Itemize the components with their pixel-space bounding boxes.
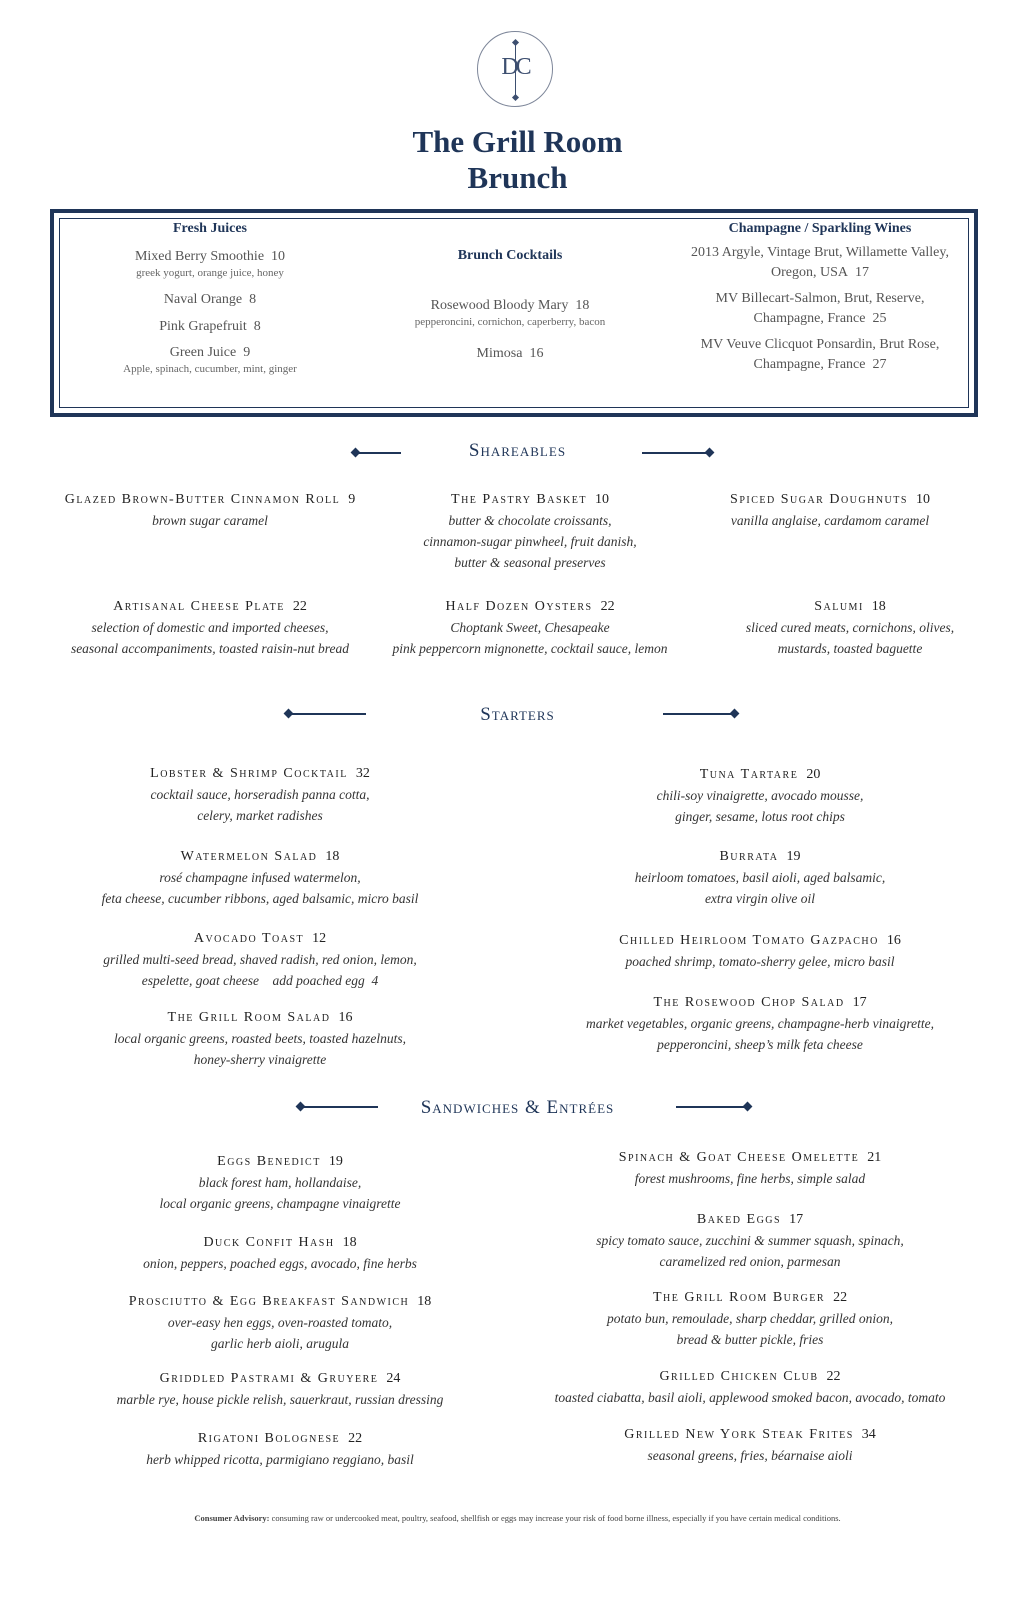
drink-name: Naval Orange [163, 292, 243, 307]
item-price: 19 [328, 1154, 343, 1169]
logo-letters: DC [501, 54, 529, 80]
item-desc: celery, market radishes [197, 808, 323, 823]
item-name: Rigatoni Bolognese [197, 1431, 341, 1446]
item-price: 18 [325, 849, 340, 864]
item-desc: caramelized red onion, parmesan [659, 1254, 841, 1269]
item-name: Lobster & Shrimp Cocktail [150, 766, 348, 781]
item-desc: butter & seasonal preserves [454, 555, 606, 570]
item-desc: rosé champagne infused watermelon, [159, 870, 361, 885]
fresh-juices-heading: Fresh Juices [172, 221, 247, 236]
section-rule-right [663, 713, 735, 715]
item-desc: cocktail sauce, horseradish panna cotta, [150, 787, 370, 802]
item-price: 10 [594, 492, 609, 507]
item-name: Grilled New York Steak Frites [624, 1427, 854, 1442]
item-name: The Rosewood Chop Salad [653, 995, 845, 1010]
drink-item [390, 296, 630, 329]
wine-item [670, 335, 970, 375]
menu-item [30, 490, 390, 531]
drink-desc: pepperoncini, cornichon, caperberry, bacon [414, 316, 606, 328]
section-rule-right [642, 452, 710, 454]
item-name: Eggs Benedict [217, 1154, 321, 1169]
item-desc: pepperoncini, sheep’s milk feta cheese [657, 1037, 863, 1052]
item-price: 16 [338, 1010, 353, 1025]
item-desc: cinnamon-sugar pinwheel, fruit danish, [423, 534, 637, 549]
item-desc: heirloom tomatoes, basil aioli, aged balsamic, [634, 870, 886, 885]
drinks-box [50, 209, 978, 417]
menu-item [550, 1425, 950, 1466]
item-name: The Grill Room Burger [652, 1290, 826, 1305]
item-desc: sliced cured meats, cornichons, olives, [745, 620, 955, 635]
item-desc: marble rye, house pickle relish, sauerkraut, russian dressing [116, 1392, 444, 1407]
menu-item [80, 1292, 480, 1354]
item-price: 22 [292, 599, 307, 614]
item-price: 34 [861, 1427, 876, 1442]
item-name: The Pastry Basket [451, 492, 587, 507]
item-price: 24 [386, 1371, 401, 1386]
drink-price: 8 [249, 292, 257, 307]
wine-price: 25 [872, 311, 887, 326]
item-name: Artisanal Cheese Plate [113, 599, 285, 614]
drink-desc: greek yogurt, orange juice, honey [136, 267, 284, 279]
drink-item [100, 343, 320, 376]
item-name: Glazed Brown-Butter Cinnamon Roll [64, 492, 341, 507]
item-price: 22 [833, 1290, 848, 1305]
item-price: 12 [312, 931, 327, 946]
wine-price: 27 [872, 357, 887, 372]
menu-item [550, 1288, 950, 1350]
menu-item [550, 1148, 950, 1189]
item-name: Spiced Sugar Doughnuts [730, 492, 908, 507]
wine-region: Oregon, USA [771, 265, 848, 280]
drink-price: 9 [243, 345, 251, 360]
item-price: 22 [600, 599, 615, 614]
item-name: Prosciutto & Egg Breakfast Sandwich [128, 1294, 410, 1309]
consumer-advisory-text: consuming raw or undercooked meat, poultry, seafood, shellfish or eggs may increase your risk of food borne illness, especially if you have certain medical conditions. [271, 1513, 841, 1523]
drink-name: Mimosa [476, 346, 523, 361]
item-desc: grilled multi-seed bread, shaved radish, red onion, lemon, [103, 952, 417, 967]
item-price: 16 [886, 933, 901, 948]
menu-item [360, 597, 700, 659]
menu-item [60, 1008, 460, 1070]
item-name: Salumi [814, 599, 864, 614]
item-desc: toasted ciabatta, basil aioli, applewood smoked bacon, avocado, tomato [554, 1390, 946, 1405]
item-price: 10 [915, 492, 930, 507]
item-desc: chili-soy vinaigrette, avocado mousse, [656, 788, 864, 803]
item-price: 18 [871, 599, 886, 614]
item-desc: over-easy hen eggs, oven-roasted tomato, [167, 1315, 393, 1330]
page-subtitle: Brunch [467, 160, 568, 195]
menu-item [560, 847, 960, 909]
item-desc: pink peppercorn mignonette, cocktail sauce, lemon [392, 641, 668, 656]
item-price: 32 [355, 766, 370, 781]
item-desc: forest mushrooms, fine herbs, simple salad [634, 1171, 866, 1186]
sparkling-wines-heading: Champagne / Sparkling Wines [728, 221, 912, 236]
item-desc: seasonal greens, fries, béarnaise aioli [647, 1448, 853, 1463]
menu-item [80, 1152, 480, 1214]
item-name: The Grill Room Salad [167, 1010, 331, 1025]
drink-price: 10 [271, 249, 286, 264]
item-price: 22 [348, 1431, 363, 1446]
fresh-juices-column [100, 219, 320, 376]
item-name: Duck Confit Hash [203, 1235, 335, 1250]
wine-name: MV Billecart-Salmon, Brut, Reserve, [715, 291, 925, 306]
menu-item [700, 597, 1000, 659]
wine-item [670, 289, 970, 329]
item-desc: feta cheese, cucumber ribbons, aged balsamic, micro basil [101, 891, 419, 906]
drink-price: 8 [253, 319, 261, 334]
drink-price: 18 [575, 298, 590, 313]
wine-name: MV Veuve Clicquot Ponsardin, Brut Rose, [700, 337, 940, 352]
item-name: Half Dozen Oysters [445, 599, 593, 614]
drink-name: Mixed Berry Smoothie [134, 249, 265, 264]
menu-item [680, 490, 980, 531]
wine-region: Champagne, France [753, 357, 866, 372]
item-desc: herb whipped ricotta, parmigiano reggiano, basil [146, 1452, 414, 1467]
drink-name: Green Juice [169, 345, 237, 360]
section-heading-shareables: Shareables [468, 440, 567, 461]
drink-item [100, 290, 320, 310]
consumer-advisory-label: Consumer Advisory: [194, 1513, 270, 1523]
menu-item [360, 490, 700, 573]
item-desc: mustards, toasted baguette [777, 641, 923, 656]
item-desc: market vegetables, organic greens, champagne-herb vinaigrette, [586, 1016, 934, 1031]
item-name: Griddled Pastrami & Gruyere [159, 1371, 379, 1386]
item-name: Tuna Tartare [699, 767, 799, 782]
menu-item [560, 765, 960, 827]
item-desc: Choptank Sweet, Chesapeake [450, 620, 610, 635]
section-rule-right [676, 1106, 748, 1108]
item-desc: local organic greens, champagne vinaigrette [159, 1196, 401, 1211]
item-desc: local organic greens, roasted beets, toasted hazelnuts, [113, 1031, 407, 1046]
item-price: 18 [342, 1235, 357, 1250]
drink-item [390, 344, 630, 364]
item-name: Baked Eggs [696, 1212, 782, 1227]
item-price: 17 [789, 1212, 804, 1227]
item-desc: garlic herb aioli, arugula [211, 1336, 349, 1351]
item-desc: seasonal accompaniments, toasted raisin-nut bread [70, 641, 350, 656]
item-desc: bread & butter pickle, fries [676, 1332, 824, 1347]
item-name: Chilled Heirloom Tomato Gazpacho [619, 933, 879, 948]
section-heading-entrees: Sandwiches & Entrées [420, 1097, 615, 1118]
menu-item [60, 847, 460, 909]
item-desc: onion, peppers, poached eggs, avocado, fine herbs [143, 1256, 417, 1271]
item-desc: spicy tomato sauce, zucchini & summer squash, spinach, [596, 1233, 904, 1248]
item-desc: selection of domestic and imported cheeses, [91, 620, 329, 635]
drink-price: 16 [529, 346, 544, 361]
logo-monogram [477, 31, 553, 107]
drink-name: Rosewood Bloody Mary [430, 298, 569, 313]
item-desc: potato bun, remoulade, sharp cheddar, grilled onion, [607, 1311, 893, 1326]
item-price: 22 [826, 1369, 841, 1384]
section-heading-starters: Starters [480, 704, 555, 725]
menu-item [80, 1369, 480, 1410]
drinks-inner-border [59, 218, 969, 408]
menu-item [550, 1210, 950, 1272]
drink-name: Pink Grapefruit [159, 319, 247, 334]
item-name: Avocado Toast [193, 931, 305, 946]
menu-item [560, 931, 960, 972]
brunch-cocktails-heading: Brunch Cocktails [457, 248, 563, 263]
brunch-cocktails-column [390, 219, 630, 364]
item-desc: espelette, goat cheese add poached egg 4 [141, 973, 379, 988]
logo-diamond-top [512, 39, 519, 46]
drink-item [100, 247, 320, 280]
item-price: 18 [417, 1294, 432, 1309]
wine-region: Champagne, France [753, 311, 866, 326]
menu-item [60, 929, 460, 991]
item-desc: butter & chocolate croissants, [448, 513, 612, 528]
item-desc: brown sugar caramel [152, 513, 268, 528]
menu-item [30, 597, 390, 659]
item-desc: ginger, sesame, lotus root chips [675, 809, 845, 824]
menu-item [560, 993, 960, 1055]
item-name: Spinach & Goat Cheese Omelette [618, 1150, 860, 1165]
item-desc: poached shrimp, tomato-sherry gelee, micro basil [625, 954, 895, 969]
item-name: Watermelon Salad [180, 849, 318, 864]
item-name: Burrata [719, 849, 779, 864]
sparkling-wines-column [670, 219, 970, 375]
item-price: 9 [348, 492, 356, 507]
logo-diamond-bottom [512, 94, 519, 101]
drink-desc: Apple, spinach, cucumber, mint, ginger [123, 363, 297, 375]
item-price: 21 [867, 1150, 882, 1165]
wine-name: 2013 Argyle, Vintage Brut, Willamette Valley, [691, 245, 949, 260]
menu-item [80, 1233, 480, 1274]
item-price: 20 [806, 767, 821, 782]
menu-item [550, 1367, 950, 1408]
menu-item [60, 764, 460, 826]
item-price: 17 [852, 995, 867, 1010]
page-title: The Grill Room [412, 124, 623, 159]
item-name: Grilled Chicken Club [659, 1369, 819, 1384]
item-desc: black forest ham, hollandaise, [198, 1175, 362, 1190]
item-desc: extra virgin olive oil [704, 891, 816, 906]
wine-price: 17 [855, 265, 869, 280]
wine-item [670, 243, 970, 283]
item-desc: vanilla anglaise, cardamom caramel [730, 513, 930, 528]
consumer-advisory [0, 1513, 1035, 1523]
item-desc: honey-sherry vinaigrette [193, 1052, 327, 1067]
drink-item [100, 317, 320, 337]
item-price: 19 [786, 849, 801, 864]
menu-item [80, 1429, 480, 1470]
